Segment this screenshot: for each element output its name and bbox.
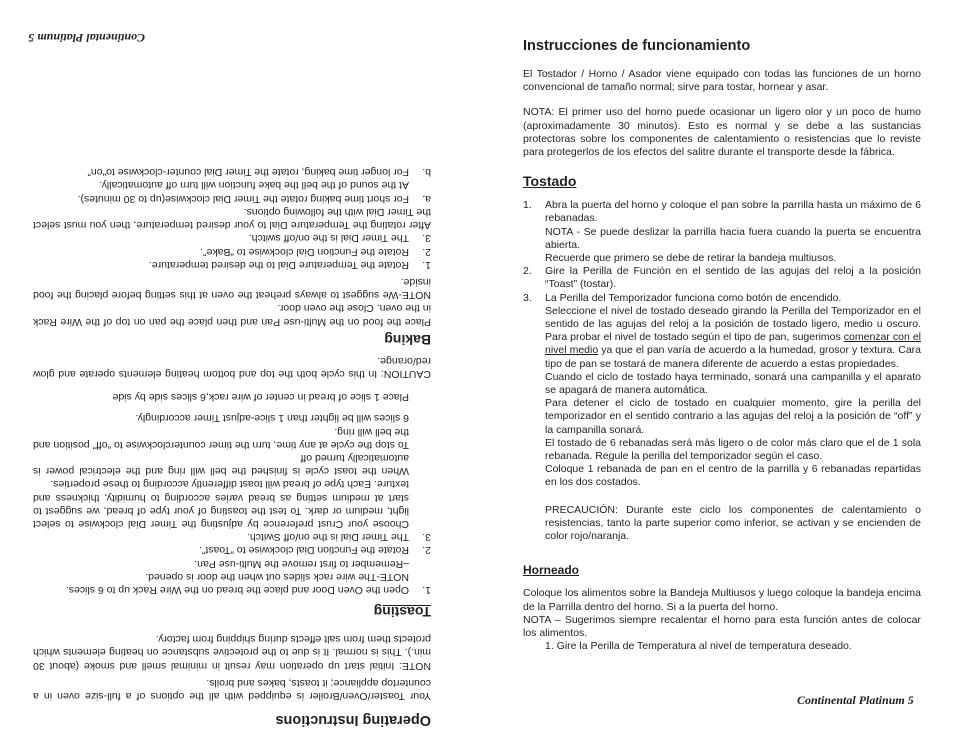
horneado-text: Coloque los alimentos sobre la Bandeja Multiusos y luego coloque la bandeja encima de la Parrilla dentro del horno. Si a la puerta del horno. [523, 587, 921, 613]
baking-place: Place the food on the Multi-use Pan and then place the pan on top of the Wire Rack in the oven. Close the oven door. [33, 302, 431, 328]
horneado-nota: NOTA – Sugerimos siempre recalentar el horno para esta función antes de colocar los alimentos. [523, 613, 921, 639]
baking-step-1: 1. Rotate the Temperature Dial to the desired temperature. [148, 258, 431, 271]
toasting-step-2: 2. Rotate the Function Dial clockwise to “Toast”. [198, 544, 431, 557]
toasting-step-1: 1. Open the Oven Door and place the bread on the Wire Rack up to 6 slices. NOTE-The wire rack slides out when the door is opened. –Remember to first remove the Multi-use Pan. [65, 557, 431, 596]
toasting-steps [33, 390, 431, 596]
baking-steps [33, 231, 431, 271]
tostado-step-2: 2. Gire la Perilla de Función en el sentido de las agujas del reloj a la posición “Toast” (tostar). [523, 265, 921, 291]
baking-heading: Baking [384, 331, 431, 348]
tostado-step-3: 3. La Perilla del Temporizador funciona como botón de encendido. Seleccione el nivel de tostado deseado girando la Perilla del Temporizador en el sentido de las agujas del reloj a la posición de tostado ligero, medio u oscuro. Para probar el nivel de tostado según el tipo de pan, sugerimos comenzar con el nivel medio ya que el pan varía de acuerdo a la humedad, grosor y textura. Cara tipo de pan se tostará de manera diferente de acuerdo a estas propiedades. Cuando el ciclo de tostado haya terminado, sonará una campanilla y el aparato se apagará de manera automática. Para detener el ciclo de tostado en cualquier momento, gire la perilla del temporizador en el sentido contrario a las agujas del reloj a la posición de “off” y la campanilla sonará. El tostado de 6 rebanadas será más ligero o de color más claro que el de 1 sola rebanada. Regule la perilla del temporizador según el caso. Coloque 1 rebanada de pan en el centro de la parrilla y 6 rebanadas repartidas en los dos costados. [523, 291, 921, 489]
precaucion: PRECAUCIÓN: Durante este ciclo los componentes de calentamiento o resistencias, tanto la parte superior como inferior, se activan y se encienden de color rojo/naranja. [545, 503, 921, 543]
right-intro: El Tostador / Horno / Asador viene equipado con todas las funciones de un horno convencional de tamaño normal; sirve para tostar, hornear y asar. [523, 68, 921, 94]
underlined-suggestion: comenzar con el nivel medio [545, 331, 921, 357]
right-nota: NOTA: El primer uso del horno puede ocasionar un ligero olor y un poco de humo (aproximadamente 30 minutos). Esto es normal y se debe a las sustancias protectoras sobre los componentes de calentamiento o resistencias que lo reviste para protegerlos de los efectos del salitre durante el transporte desde la fábrica. [523, 106, 921, 159]
baking-option-b: b. For longer time baking, rotate the Timer Dial counter-clockwise to“on” [87, 166, 431, 179]
left-caution: CAUTION: In this cycle both the top and bottom heating elements operate and glow red/orange. [33, 354, 431, 380]
left-intro: Your Toaster/Oven/Broiler is equipped with all the options of a full-size oven in a countertop appliance; it toasts, bakes and broils. [33, 676, 431, 702]
baking-option-a: a. For short time baking rotate the Timer Dial clockwise(up to 30 minutes). At the sound of the bell the bake function will turn off automatically. [77, 179, 431, 205]
tostado-heading: Tostado [523, 173, 577, 190]
right-page-spanish [477, 0, 954, 738]
baking-note: NOTE-We suggest to always preheat the oven at this setting before placing the food inside. [33, 275, 431, 302]
left-footer: Continental Platinum 5 [28, 31, 145, 45]
toasting-heading: Toasting [373, 603, 431, 620]
horneado-heading: Horneado [523, 563, 580, 578]
horneado-step-1: 1. Gire la Perilla de Temperatura al nivel de temperatura deseado. [545, 640, 852, 653]
left-column [33, 165, 431, 728]
baking-step-3: 3. The Timer Dial is the on/off switch. [248, 232, 431, 245]
baking-options [33, 165, 431, 205]
tostado-steps [523, 199, 921, 489]
right-title: Instrucciones de funcionamiento [523, 38, 751, 54]
toasting-step-3: 3. The Timer Dial is the on/off Switch. Choose your Crust preference by adjusting the Timer Dial clockwise to select light, medium or dark. To test the toasting of your type of bread, we suggest to start at medium setting as bread varies according to humidity, thickness and texture. Each type of bread will toast differently according to these properties. When the toast cycle is finished the bell will ring and the electrical power is automatically turned off To stop the cycle at any time, turn the timer counterclockwise to “off” position and the bell will ring. 6 slices will be lighter than 1 slice-adjust Timer accordingly. Place 1 slice of bread in center of wire rack,6 slices side by side [33, 391, 431, 544]
baking-after: After rotating the Temperature Dial to your desired temperature, then you must select the Timer Dial with the following options. [33, 205, 431, 232]
baking-step-2: 2. Rotate the Function Dial clockwise to “Bake”. [200, 245, 431, 258]
left-title: Operating Instructions [275, 712, 431, 728]
right-footer: Continental Platinum 5 [797, 693, 914, 707]
right-column [523, 38, 921, 653]
left-note: NOTE: Initial start up operation may result in minimal smell and smoke (about 30 min.). This is normal. It is due to the protective substance on heating elements which protects them from salt effects during shipping from factory. [33, 633, 431, 672]
tostado-step-1: 1. Abra la puerta del horno y coloque el pan sobre la parrilla hasta un máximo de 6 rebanadas. NOTA - Se puede deslizar la parrilla hacia fuera cuando la puerta se encuentra abierta. Recuerde que primero se debe de retirar la bandeja multiusos. [523, 199, 921, 265]
